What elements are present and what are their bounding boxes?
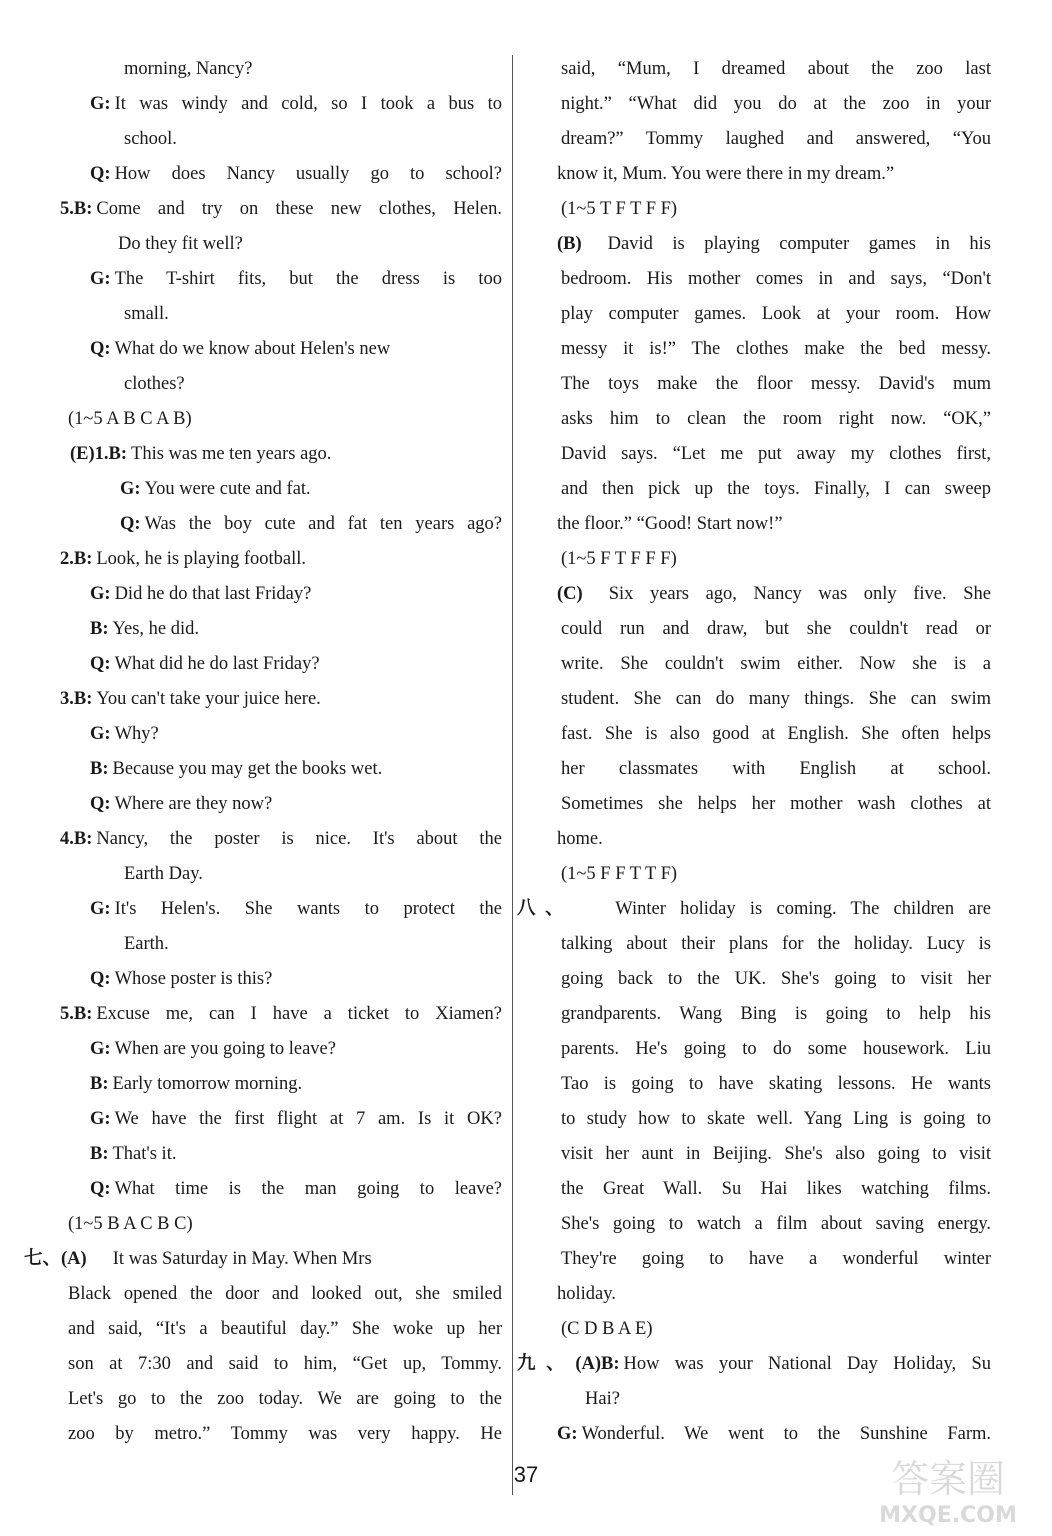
- line-text: Tao is going to have skating lessons. He wants: [561, 1074, 991, 1094]
- speaker-label: G:: [90, 1109, 111, 1129]
- line-text: and said, “It's a beautiful day.” She woke up her: [68, 1319, 502, 1339]
- text-line: [553, 297, 991, 332]
- line-text: Why?: [114, 724, 159, 744]
- line-text: (1~5 F T F F F): [561, 549, 677, 569]
- line-text: (1~5 F F T T F): [561, 864, 678, 884]
- line-text: (1~5 A B C A B): [68, 409, 192, 429]
- line-text: Black opened the door and looked out, she smiled: [68, 1284, 502, 1304]
- line-text: (1~5 B A C B C): [68, 1214, 193, 1234]
- text-line: [60, 507, 502, 542]
- line-text: asks him to clean the room right now. “OK,”: [561, 409, 991, 429]
- item-number: 3.: [60, 689, 74, 709]
- speaker-label: B:: [90, 1074, 109, 1094]
- text-line: [60, 437, 502, 472]
- text-line: [553, 87, 991, 122]
- text-line: [60, 717, 502, 752]
- text-line: [24, 1242, 502, 1277]
- line-text: David says. “Let me put away my clothes first,: [561, 444, 991, 464]
- text-line: [60, 647, 502, 682]
- line-text: It was windy and cold, so I took a bus to: [114, 94, 502, 114]
- text-line: [60, 997, 502, 1032]
- line-text: night.” “What did you do at the zoo in your: [561, 94, 991, 114]
- text-line: [60, 1312, 502, 1347]
- line-text: going back to the UK. She's going to visit her: [561, 969, 991, 989]
- line-text: student. She can do many things. She can swim: [561, 689, 991, 709]
- watermark-text: 答案圈: [890, 1457, 1006, 1501]
- text-line: [60, 157, 502, 192]
- line-text: dream?” Tommy laughed and answered, “You: [561, 129, 991, 149]
- text-line: [553, 122, 991, 157]
- line-text: We have the first flight at 7 am. Is it OK?: [114, 1109, 502, 1129]
- line-text: The T-shirt fits, but the dress is too: [114, 269, 502, 289]
- speaker-label: G:: [120, 479, 141, 499]
- line-text: Yes, he did.: [112, 619, 200, 639]
- line-text: This was me ten years ago.: [131, 444, 332, 464]
- speaker-label: Q:: [90, 164, 111, 184]
- speaker-label: B:: [108, 444, 128, 464]
- item-number: 七、: [24, 1249, 62, 1269]
- text-line: [60, 122, 502, 157]
- line-text: That's it.: [112, 1144, 177, 1164]
- text-line: [60, 752, 502, 787]
- line-text: bedroom. His mother comes in and says, “Don't: [561, 269, 991, 289]
- text-line: [60, 822, 502, 857]
- right-column: [517, 52, 991, 1452]
- line-text: Nancy, the poster is nice. It's about the: [96, 829, 502, 849]
- line-text: Earth.: [124, 934, 169, 954]
- line-text: son at 7:30 and said to him, “Get up, Tommy.: [68, 1354, 502, 1374]
- speaker-label: G:: [90, 1039, 111, 1059]
- text-line: [517, 1347, 991, 1382]
- line-text: grandparents. Wang Bing is going to help his: [561, 1004, 991, 1024]
- text-line: [553, 542, 991, 577]
- text-line: [60, 682, 502, 717]
- line-text: know it, Mum. You were there in my dream.”: [557, 164, 895, 184]
- text-line: [60, 1102, 502, 1137]
- item-number: 4.: [60, 829, 74, 849]
- text-line: [553, 1172, 991, 1207]
- speaker-label: Q:: [120, 514, 141, 534]
- line-text: How does Nancy usually go to school?: [114, 164, 502, 184]
- text-line: [553, 332, 991, 367]
- text-line: [553, 1137, 991, 1172]
- line-text: holiday.: [557, 1284, 616, 1304]
- speaker-label: B:: [90, 619, 109, 639]
- text-line: [553, 1312, 991, 1347]
- text-line: [553, 752, 991, 787]
- text-line: [553, 262, 991, 297]
- text-line: [60, 1032, 502, 1067]
- line-text: visit her aunt in Beijing. She's also going to visit: [561, 1144, 991, 1164]
- line-text: What do we know about Helen's new: [114, 339, 391, 359]
- speaker-label: Q:: [90, 1179, 111, 1199]
- text-line: [60, 542, 502, 577]
- line-text: Because you may get the books wet.: [112, 759, 383, 779]
- speaker-label: B:: [73, 1004, 93, 1024]
- text-line: [553, 402, 991, 437]
- line-text: talking about their plans for the holiday. Lucy is: [561, 934, 991, 954]
- line-text: They're going to have a wonderful winter: [561, 1249, 991, 1269]
- item-number: 5.: [60, 1004, 74, 1024]
- line-text: It's Helen's. She wants to protect the: [114, 899, 502, 919]
- line-text: Do they fit well?: [118, 234, 243, 254]
- speaker-label: B:: [73, 689, 93, 709]
- text-line: [553, 1417, 991, 1452]
- line-text: and then pick up the toys. Finally, I can sweep: [561, 479, 991, 499]
- line-text: the floor.” “Good! Start now!”: [557, 514, 783, 534]
- speaker-label: Q:: [90, 339, 111, 359]
- item-number: 5.: [60, 199, 74, 219]
- speaker-label: B:: [90, 1144, 109, 1164]
- speaker-label: Q:: [90, 794, 111, 814]
- speaker-label: G:: [90, 724, 111, 744]
- speaker-label: B:: [73, 829, 93, 849]
- text-line: [553, 367, 991, 402]
- column-divider: [512, 55, 513, 1495]
- speaker-label: Q:: [90, 969, 111, 989]
- text-line: [553, 717, 991, 752]
- text-line: [60, 1137, 502, 1172]
- line-text: write. She couldn't swim either. Now she is a: [561, 654, 991, 674]
- item-number: 八、: [517, 899, 574, 919]
- text-line: [553, 157, 991, 192]
- line-text: clothes?: [124, 374, 185, 394]
- speaker-label: G:: [90, 584, 111, 604]
- speaker-label: G:: [90, 269, 111, 289]
- text-line: [553, 437, 991, 472]
- line-text: (1~5 T F T F F): [561, 199, 678, 219]
- text-line: [60, 297, 502, 332]
- text-line: [60, 332, 502, 367]
- text-line: [553, 472, 991, 507]
- text-line: [60, 612, 502, 647]
- line-text: could run and draw, but she couldn't read or: [561, 619, 991, 639]
- item-number: (E)1.: [70, 444, 109, 464]
- text-line: [553, 997, 991, 1032]
- text-line: [60, 1382, 502, 1417]
- text-line: [553, 52, 991, 87]
- speaker-label: (A): [61, 1249, 87, 1269]
- text-line: [60, 1172, 502, 1207]
- text-line: [553, 1032, 991, 1067]
- text-line: [60, 577, 502, 612]
- line-text: What did he do last Friday?: [114, 654, 320, 674]
- speaker-label: B:: [90, 759, 109, 779]
- speaker-label: (A)B:: [575, 1354, 620, 1374]
- text-line: [60, 192, 502, 227]
- line-text: (C D B A E): [561, 1319, 653, 1339]
- watermark-logo: [858, 1450, 1038, 1530]
- line-text: Winter holiday is coming. The children are: [615, 899, 991, 919]
- speaker-label: B:: [73, 549, 93, 569]
- text-line: [60, 402, 502, 437]
- text-line: [60, 1347, 502, 1382]
- line-text: play computer games. Look at your room. How: [561, 304, 991, 324]
- line-text: zoo by metro.” Tommy was very happy. He: [68, 1424, 502, 1444]
- line-text: Early tomorrow morning.: [112, 1074, 303, 1094]
- text-line: [60, 1417, 502, 1452]
- text-line: [553, 1102, 991, 1137]
- line-text: Wonderful. We went to the Sunshine Farm.: [581, 1424, 991, 1444]
- line-text: said, “Mum, I dreamed about the zoo last: [561, 59, 991, 79]
- text-line: [553, 822, 991, 857]
- text-line: [60, 892, 502, 927]
- line-text: the Great Wall. Su Hai likes watching films.: [561, 1179, 991, 1199]
- line-text: Six years ago, Nancy was only five. She: [608, 584, 991, 604]
- line-text: her classmates with English at school.: [561, 759, 991, 779]
- line-text: messy it is!” The clothes make the bed messy.: [561, 339, 991, 359]
- speaker-label: B:: [73, 199, 93, 219]
- text-line: [60, 1067, 502, 1102]
- speaker-label: (B): [557, 234, 582, 254]
- line-text: You can't take your juice here.: [96, 689, 321, 709]
- line-text: Was the boy cute and fat ten years ago?: [144, 514, 502, 534]
- text-line: [553, 507, 991, 542]
- text-line: [60, 787, 502, 822]
- line-text: Sometimes she helps her mother wash clothes at: [561, 794, 991, 814]
- left-column: [24, 52, 502, 1452]
- line-text: She's going to watch a film about saving energy.: [561, 1214, 991, 1234]
- speaker-label: G:: [90, 899, 111, 919]
- line-text: Hai?: [585, 1389, 620, 1409]
- item-number: 九、: [517, 1354, 576, 1374]
- line-text: The toys make the floor messy. David's mum: [561, 374, 991, 394]
- text-line: [553, 1207, 991, 1242]
- line-text: You were cute and fat.: [144, 479, 311, 499]
- text-line: [60, 262, 502, 297]
- text-line: [553, 612, 991, 647]
- text-line: [553, 577, 991, 612]
- line-text: morning, Nancy?: [124, 59, 253, 79]
- text-line: [60, 1277, 502, 1312]
- text-line: [553, 1382, 991, 1417]
- item-number: 2.: [60, 549, 74, 569]
- speaker-label: Q:: [90, 654, 111, 674]
- text-line: [60, 472, 502, 507]
- page-number: 37: [513, 1462, 539, 1487]
- text-line: [553, 927, 991, 962]
- line-text: parents. He's going to do some housework. Liu: [561, 1039, 991, 1059]
- speaker-label: G:: [90, 94, 111, 114]
- text-line: [553, 857, 991, 892]
- line-text: How was your National Day Holiday, Su: [623, 1354, 991, 1374]
- line-text: Where are they now?: [114, 794, 273, 814]
- watermark-url: MXQE.COM: [879, 1503, 1017, 1528]
- text-line: [553, 787, 991, 822]
- text-line: [60, 367, 502, 402]
- line-text: It was Saturday in May. When Mrs: [112, 1249, 372, 1269]
- line-text: Did he do that last Friday?: [114, 584, 312, 604]
- text-line: [60, 227, 502, 262]
- speaker-label: (C): [557, 584, 583, 604]
- line-text: Whose poster is this?: [114, 969, 273, 989]
- text-line: [553, 1277, 991, 1312]
- line-text: Look, he is playing football.: [96, 549, 307, 569]
- text-line: [553, 192, 991, 227]
- line-text: When are you going to leave?: [114, 1039, 336, 1059]
- line-text: small.: [124, 304, 169, 324]
- text-line: [553, 227, 991, 262]
- text-line: [553, 1242, 991, 1277]
- text-line: [553, 962, 991, 997]
- text-line: [517, 892, 991, 927]
- text-line: [60, 52, 502, 87]
- line-text: to study how to skate well. Yang Ling is going to: [561, 1109, 991, 1129]
- line-text: Earth Day.: [124, 864, 203, 884]
- line-text: Excuse me, can I have a ticket to Xiamen?: [96, 1004, 502, 1024]
- text-line: [60, 927, 502, 962]
- line-text: Come and try on these new clothes, Helen.: [96, 199, 502, 219]
- speaker-label: G:: [557, 1424, 578, 1444]
- text-line: [60, 87, 502, 122]
- line-text: David is playing computer games in his: [607, 234, 991, 254]
- line-text: school.: [124, 129, 177, 149]
- line-text: home.: [557, 829, 603, 849]
- text-line: [60, 962, 502, 997]
- text-line: [553, 647, 991, 682]
- text-line: [553, 1067, 991, 1102]
- text-line: [60, 857, 502, 892]
- line-text: Let's go to the zoo today. We are going to the: [68, 1389, 502, 1409]
- text-line: [553, 682, 991, 717]
- line-text: fast. She is also good at English. She often helps: [561, 724, 991, 744]
- text-line: [60, 1207, 502, 1242]
- line-text: What time is the man going to leave?: [114, 1179, 502, 1199]
